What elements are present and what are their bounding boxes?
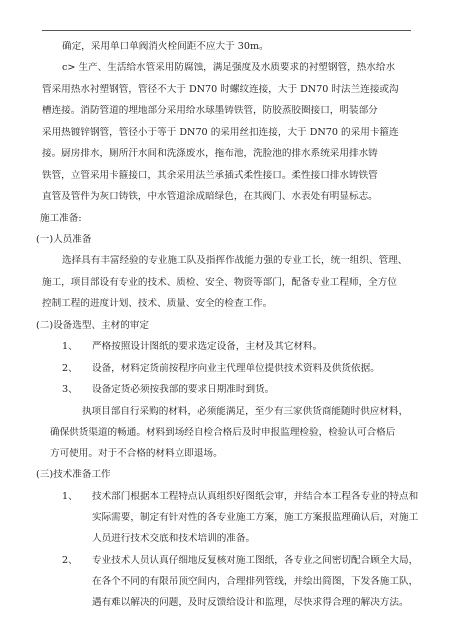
list-number: 3、 xyxy=(62,384,78,395)
list-item-cont: 在各个不同的有限吊顶空间内，合理排列管线，并绘出简图，下发各施工队， xyxy=(92,576,419,587)
text-line: c> 生产、生活给水管采用防腐蚀，满足强度及水质要求的衬塑钢管，热水给水 xyxy=(62,62,396,73)
list-item-cont: 实际需要，制定有针对性的各专业施工方案，施工方案报监理确认后，对施工 xyxy=(92,512,419,523)
text-line: 确保供货渠道的畅通。材料到场经自检合格后及时申报监理检验，检验认可合格后 xyxy=(50,427,396,438)
text-line: 施工，项目部设有专业的技术、质检、安全、物资等部门，配备专业工程师，全方位 xyxy=(42,277,397,288)
text-line: 控制工程的进度计划、技术、质量、安全的检查工作。 xyxy=(42,298,273,309)
header-rule xyxy=(42,30,411,31)
section-title: 施工准备: xyxy=(40,213,82,224)
list-number: 2、 xyxy=(62,363,78,374)
text-line: 铁管，立管采用卡箍接口，其余采用法兰承插式柔性接口。柔性接口排水铸铁管 xyxy=(42,170,378,181)
list-item-cont: 遇有难以解决的问题，及时反馈给设计和监理，尽快求得合理的解决方法。 xyxy=(92,597,409,608)
text-line: 槽连接。消防管道的埋地部分采用给水球墨铸铁管，防胶蒸胶圈接口，明装部分 xyxy=(42,105,378,116)
list-item: 专业技术人员认真仔细地反复核对施工图纸，各专业之间密切配合顾全大局， xyxy=(92,555,419,566)
text-line: 采用热镀锌钢管，管径小于等于 DN70 的采用丝扣连接，大于 DN70 的采用卡箍连 xyxy=(42,127,399,138)
list-item: 设备，材料定货前按程序向业主代理单位提供技术资料及供货依据。 xyxy=(92,363,380,374)
text-line: 管采用热水衬塑钢管，管径不大于 DN70 时螺纹连接，大于 DN70 时法兰连接或沟 xyxy=(42,84,399,95)
subsection-title: (一)人员准备 xyxy=(36,234,92,245)
list-item-cont: 人员进行技术交底和技术培训的准备。 xyxy=(92,533,256,544)
text-line: 方可使用。对于不合格的材料立即退场。 xyxy=(50,448,223,459)
subsection-title: (二)设备选型、主材的审定 xyxy=(36,320,150,331)
text-line: 接。厨房排水，厕所汗水间和洗涤废水，拖布池，洗脸池的排水系统采用排水铸 xyxy=(42,148,378,159)
list-item: 技术部门根据本工程特点认真组织好图纸会审，并结合本工程各专业的特点和 xyxy=(92,491,419,502)
text-line: 直管及管件为灰口铸铁，中水管道涂成暗绿色，在其阀门、水表处有明显标志。 xyxy=(42,191,378,202)
list-number: 1、 xyxy=(62,491,78,502)
list-item: 设备定货必须按我部的要求日期准时到货。 xyxy=(92,384,275,395)
text-line: 选择具有丰富经验的专业施工队及指挥作战能力强的专业工长，统一组织、管理、 xyxy=(62,255,408,266)
list-item: 严格按照设计图纸的要求选定设备，主材及其它材料。 xyxy=(92,341,323,352)
subsection-title: (三)技术准备工作 xyxy=(36,469,111,480)
list-number: 1、 xyxy=(62,341,78,352)
list-number: 2、 xyxy=(62,555,78,566)
text-line: 确定，采用单口单阀消火栓间距不应大于 30m。 xyxy=(62,41,269,52)
text-line: 执项目部自行采购的材料，必须能满足，至少有三家供货商能随时供应材料， xyxy=(82,406,409,417)
